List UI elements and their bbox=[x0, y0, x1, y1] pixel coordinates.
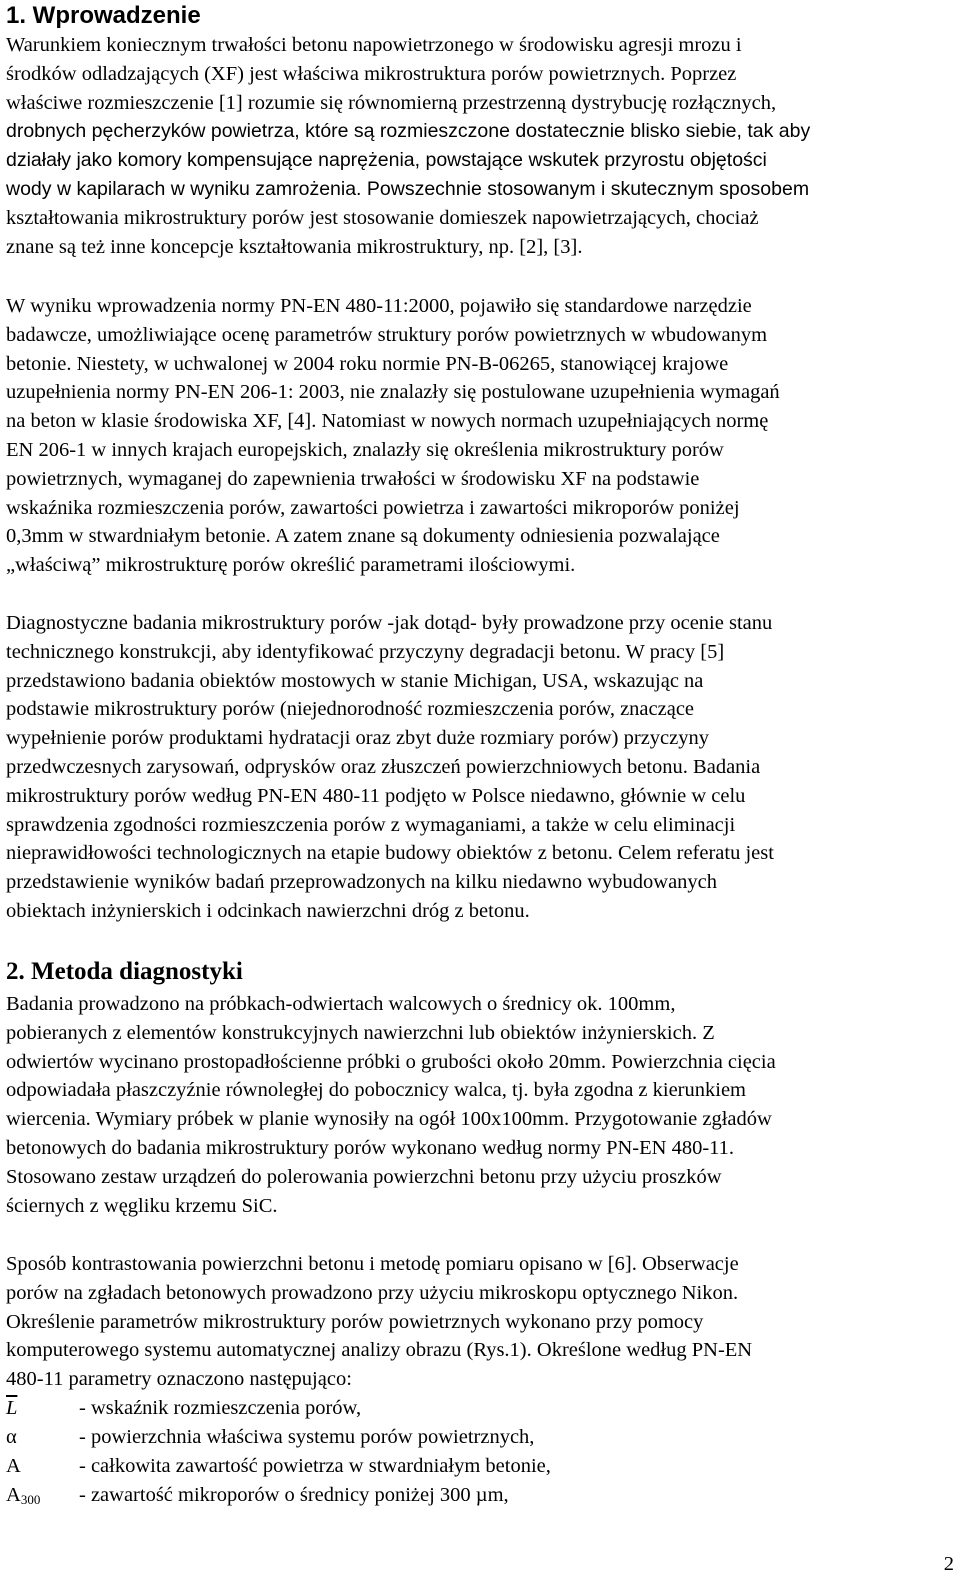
definition-symbol: A bbox=[6, 1484, 21, 1506]
text-line: wypełnienie porów produktami hydratacji oraz zbyt duże rozmiary porów) przyczyny bbox=[6, 727, 710, 750]
section-1-paragraph-1 bbox=[6, 31, 950, 261]
text-line: Diagnostyczne badania mikrostruktury porów -jak dotąd- były prowadzone przy ocenie stanu bbox=[6, 612, 773, 634]
text-line: odwiertów wycinano prostopadłościenne próbki o grubości około 20mm. Powierzchnia cięcia bbox=[6, 1050, 776, 1073]
text-line: EN 206-1 w innych krajach europejskich, znalazły się określenia mikrostruktury porów bbox=[6, 438, 724, 461]
definition-symbol: A bbox=[6, 1455, 21, 1477]
symbol-cell bbox=[6, 1481, 79, 1514]
text-line: na beton w klasie środowiska XF, [4]. Natomiast w nowych normach uzupełniających normę bbox=[6, 410, 769, 433]
definition-description: - powierzchnia właściwa systemu porów powietrznych, bbox=[79, 1426, 535, 1448]
definition-row bbox=[6, 1394, 950, 1423]
symbol-cell bbox=[6, 1394, 79, 1423]
definition-row bbox=[6, 1481, 950, 1514]
section-1-paragraph-2 bbox=[6, 292, 950, 580]
text-line: badawcze, umożliwiające ocenę parametrów struktury porów powietrznych w wbudowanym bbox=[6, 323, 768, 346]
text-line: działały jako komory kompensujące naprężenia, powstające wskutek przyrostu objętości bbox=[6, 149, 767, 172]
text-line: „właściwą” mikrostrukturę porów określić parametrami ilościowymi. bbox=[6, 554, 576, 577]
definition-row bbox=[6, 1452, 950, 1481]
section-2-heading: 2. Metoda diagnostyki bbox=[6, 958, 243, 985]
text-line: 480-11 parametry oznaczono następująco: bbox=[6, 1368, 352, 1391]
text-line: sprawdzenia zgodności rozmieszczenia porów z wymaganiami, a także w celu eliminacji bbox=[6, 813, 736, 836]
text-line: środków odladzających (XF) jest właściwa mikrostruktura porów powietrznych. Poprzez bbox=[6, 62, 737, 85]
text-line: odpowiadała płaszczyźnie równoległej do pobocznicy walca, tj. była zgodna z kierunkiem bbox=[6, 1079, 747, 1102]
text-line: pobieranych z elementów konstrukcyjnych nawierzchni lub obiektów inżynierskich. Z bbox=[6, 1021, 715, 1044]
definition-description: - wskaźnik rozmieszczenia porów, bbox=[79, 1397, 362, 1419]
definition-symbol: $\overline{L}$ bbox=[6, 1397, 18, 1419]
text-line: uzupełnienia normy PN-EN 206-1: 2003, nie znalazły się postulowane uzupełnienia wymagań bbox=[6, 381, 780, 404]
definition-description: - całkowita zawartość powietrza w stwardniałym betonie, bbox=[79, 1455, 551, 1477]
text-line: betonowych do badania mikrostruktury porów wykonano według normy PN-EN 480-11. bbox=[6, 1136, 735, 1159]
text-line: właściwe rozmieszczenie [1] rozumie się równomierną przestrzenną dystrybucję rozłącznych, bbox=[6, 91, 777, 114]
text-line: przedstawiono badania obiektów mostowych w stanie Michigan, USA, wskazując na bbox=[6, 669, 704, 692]
text-line: wskaźnika rozmieszczenia porów, zawartości powietrza i zawartości mikroporów poniżej bbox=[6, 496, 740, 519]
text-line: znane są też inne koncepcje kształtowania mikrostruktury, np. [2], [3]. bbox=[6, 235, 583, 258]
text-line: technicznego konstrukcji, aby identyfikować przyczyny degradacji betonu. W pracy [5] bbox=[6, 640, 725, 663]
section-2-paragraph-1 bbox=[6, 990, 950, 1220]
text-line: porów na zgładach betonowych prowadzono przy użyciu mikroskopu optycznego Nikon. bbox=[6, 1281, 739, 1304]
text-line: Warunkiem koniecznym trwałości betonu napowietrzonego w środowisku agresji mrozu i bbox=[6, 34, 742, 56]
text-line: kształtowania mikrostruktury porów jest stosowanie domieszek napowietrzających, chociaż bbox=[6, 206, 759, 229]
text-line: W wyniku wprowadzenia normy PN-EN 480-11:2000, pojawiło się standardowe narzędzie bbox=[6, 295, 752, 317]
text-line: przedstawienie wyników badań przeprowadzonych na kilku niedawno wybudowanych bbox=[6, 871, 718, 894]
section-1-heading: 1. Wprowadzenie bbox=[6, 2, 201, 29]
text-line: przedwczesnych zarysowań, odprysków oraz złuszczeń powierzchniowych betonu. Badania bbox=[6, 755, 761, 778]
text-line: 0,3mm w stwardniałym betonie. A zatem znane są dokumenty odniesienia pozwalające bbox=[6, 525, 720, 548]
text-line: Stosowano zestaw urządzeń do polerowania powierzchni betonu przy użyciu proszków bbox=[6, 1165, 722, 1188]
definition-row bbox=[6, 1423, 950, 1452]
section-2-paragraph-2 bbox=[6, 1250, 950, 1394]
text-line: Badania prowadzono na próbkach-odwiertach walcowych o średnicy ok. 100mm, bbox=[6, 993, 676, 1015]
text-line: komputerowego systemu automatycznej analizy obrazu (Rys.1). Określone według PN-EN bbox=[6, 1339, 753, 1362]
definition-description: - zawartość mikroporów o średnicy poniżej 300 µm, bbox=[79, 1484, 509, 1506]
text-line: mikrostruktury porów według PN-EN 480-11 podjęto w Polsce niedawno, głównie w celu bbox=[6, 784, 746, 807]
text-line: wody w kapilarach w wyniku zamrożenia. Powszechnie stosowanym i skutecznym sposobem bbox=[6, 177, 810, 200]
text-line: wiercenia. Wymiary próbek w planie wynosiły na ogół 100x100mm. Przygotowanie zgładów bbox=[6, 1108, 772, 1131]
page-number: 2 bbox=[943, 1553, 954, 1575]
text-line: ściernych z węgliku krzemu SiC. bbox=[6, 1194, 278, 1217]
definition-symbol: α bbox=[6, 1426, 17, 1448]
symbol-cell bbox=[6, 1452, 79, 1481]
definition-subscript: 300 bbox=[20, 1492, 41, 1507]
symbol-cell bbox=[6, 1423, 79, 1452]
text-line: Sposób kontrastowania powierzchni betonu i metodę pomiaru opisano w [6]. Obserwacje bbox=[6, 1253, 739, 1275]
text-line: podstawie mikrostruktury porów (niejednorodność rozmieszczenia porów, znaczące bbox=[6, 698, 695, 721]
text-line: nieprawidłowości technologicznych na etapie budowy obiektów z betonu. Celem referatu jest bbox=[6, 842, 774, 865]
section-1-paragraph-3 bbox=[6, 609, 950, 926]
text-line: powietrznych, wymaganej do zapewnienia trwałości w środowisku XF na podstawie bbox=[6, 467, 700, 490]
text-line: drobnych pęcherzyków powietrza, które są rozmieszczone dostatecznie blisko siebie, tak aby bbox=[6, 120, 811, 143]
text-line: betonie. Niestety, w uchwalonej w 2004 roku normie PN-B-06265, stanowiącej krajowe bbox=[6, 352, 729, 375]
text-line: Określenie parametrów mikrostruktury porów powietrznych wykonano przy pomocy bbox=[6, 1310, 704, 1333]
parameter-definitions-list bbox=[6, 1394, 950, 1514]
text-line: obiektach inżynierskich i odcinkach nawierzchni dróg z betonu. bbox=[6, 899, 530, 922]
